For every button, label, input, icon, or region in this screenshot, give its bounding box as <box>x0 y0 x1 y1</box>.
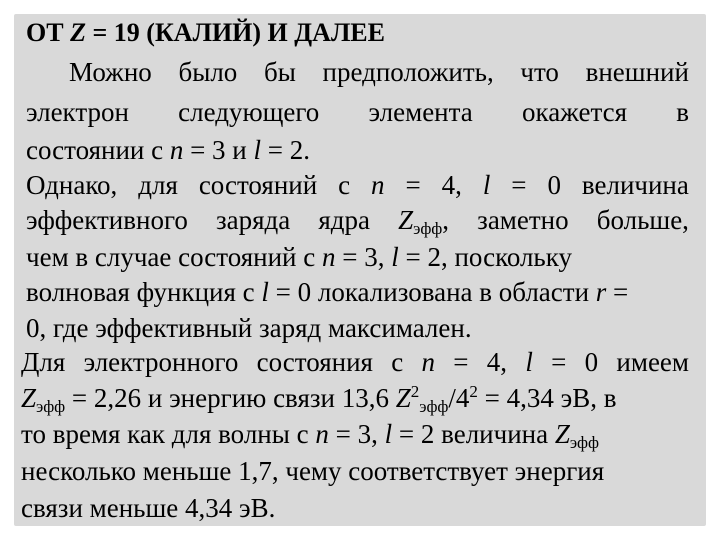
word: 0 <box>547 170 561 200</box>
text: волновая функция с <box>26 277 262 307</box>
word: элемента <box>368 97 473 127</box>
p2-line-3 <box>26 241 572 273</box>
p3-line-1 <box>21 346 689 378</box>
word: ядра <box>318 205 371 235</box>
word: = <box>453 347 469 377</box>
word: электрон <box>26 97 129 127</box>
word: заряда <box>215 205 291 235</box>
p2-line-1 <box>26 169 689 201</box>
text: = 2. <box>261 135 311 165</box>
var-n: n <box>421 347 435 377</box>
p2-line-5: 0, где эффективный заряд максимален. <box>26 313 472 343</box>
var-l: l <box>525 347 533 377</box>
var-z: Z <box>398 205 414 235</box>
word: имеем <box>616 347 689 377</box>
subscript: эфф <box>36 397 66 416</box>
text: = 3, <box>335 242 392 272</box>
word: 0 <box>584 347 599 377</box>
word: с <box>391 347 404 377</box>
word: с <box>338 170 351 200</box>
var-l: l <box>384 419 393 449</box>
text: то время как для волны с <box>21 419 316 449</box>
var-l: l <box>391 242 399 272</box>
var-n: n <box>315 419 329 449</box>
var-z: Z <box>21 383 37 413</box>
word: = <box>511 170 527 200</box>
word: = <box>551 347 567 377</box>
var-n: n <box>169 135 184 165</box>
text: = <box>606 277 629 307</box>
word: предположить, <box>322 57 494 87</box>
text: = 0 локализована в области <box>268 277 596 307</box>
superscript: 2 <box>410 382 420 401</box>
text: чем в случае состояний с <box>26 242 322 272</box>
word: для <box>138 170 178 200</box>
var-z: Z <box>395 383 411 413</box>
word: 4, <box>486 347 508 377</box>
word: Однако, <box>26 170 118 200</box>
var-l: l <box>482 170 491 200</box>
var-r: r <box>595 277 607 307</box>
word: = <box>405 170 421 200</box>
p2-line-2 <box>26 204 689 236</box>
title-prefix: ОТ <box>26 18 71 47</box>
text: состоянии с <box>26 135 170 165</box>
p3-line-4: несколько меньше 1,7, чему соответствует энергия <box>21 456 605 486</box>
z-eff <box>398 204 449 236</box>
superscript: 2 <box>469 382 478 401</box>
word: что <box>520 57 559 87</box>
word: 4, <box>441 170 462 200</box>
var-l: l <box>261 277 269 307</box>
word: внешний <box>585 57 689 87</box>
text: = 2, поскольку <box>398 242 572 272</box>
title-variable: Z <box>70 18 86 47</box>
subscript: эфф <box>569 433 599 452</box>
p1-line-3 <box>26 134 310 166</box>
word: окажется <box>521 97 627 127</box>
word: электронного <box>83 347 239 377</box>
text: = 3, <box>328 419 385 449</box>
word: было <box>178 57 238 87</box>
text: = 2,26 и энергию связи 13,6 <box>65 383 396 413</box>
p3-line-2 <box>21 382 617 414</box>
slide-title <box>26 17 385 49</box>
word: заметно <box>477 205 569 235</box>
text: = 3 и <box>183 135 254 165</box>
word: величина <box>581 170 689 200</box>
word: Для <box>21 347 66 377</box>
word: бы <box>263 57 296 87</box>
word: в <box>676 97 689 127</box>
p1-line-1 <box>69 56 689 88</box>
p2-line-4 <box>26 276 628 308</box>
p3-line-3 <box>21 418 599 450</box>
p3-line-5: связи меньше 4,34 эВ. <box>21 493 276 523</box>
title-suffix: = 19 (КАЛИЙ) И ДАЛЕЕ <box>85 18 385 47</box>
comma: , <box>442 205 450 235</box>
word: эффективного <box>26 205 188 235</box>
word: следующего <box>178 97 320 127</box>
word: Можно <box>69 57 152 87</box>
var-n: n <box>321 242 336 272</box>
var-z: Z <box>554 419 570 449</box>
word: состояний <box>198 170 318 200</box>
var-l: l <box>253 135 262 165</box>
subscript: эфф <box>413 219 443 238</box>
text: /4 <box>448 383 470 413</box>
text: = 2 величина <box>392 419 555 449</box>
subscript: эфф <box>419 397 449 416</box>
word: состояния <box>256 347 373 377</box>
word: больше, <box>596 205 689 235</box>
var-n: n <box>371 170 385 200</box>
p1-line-2 <box>26 96 689 128</box>
text: = 4,34 эВ, в <box>477 383 617 413</box>
